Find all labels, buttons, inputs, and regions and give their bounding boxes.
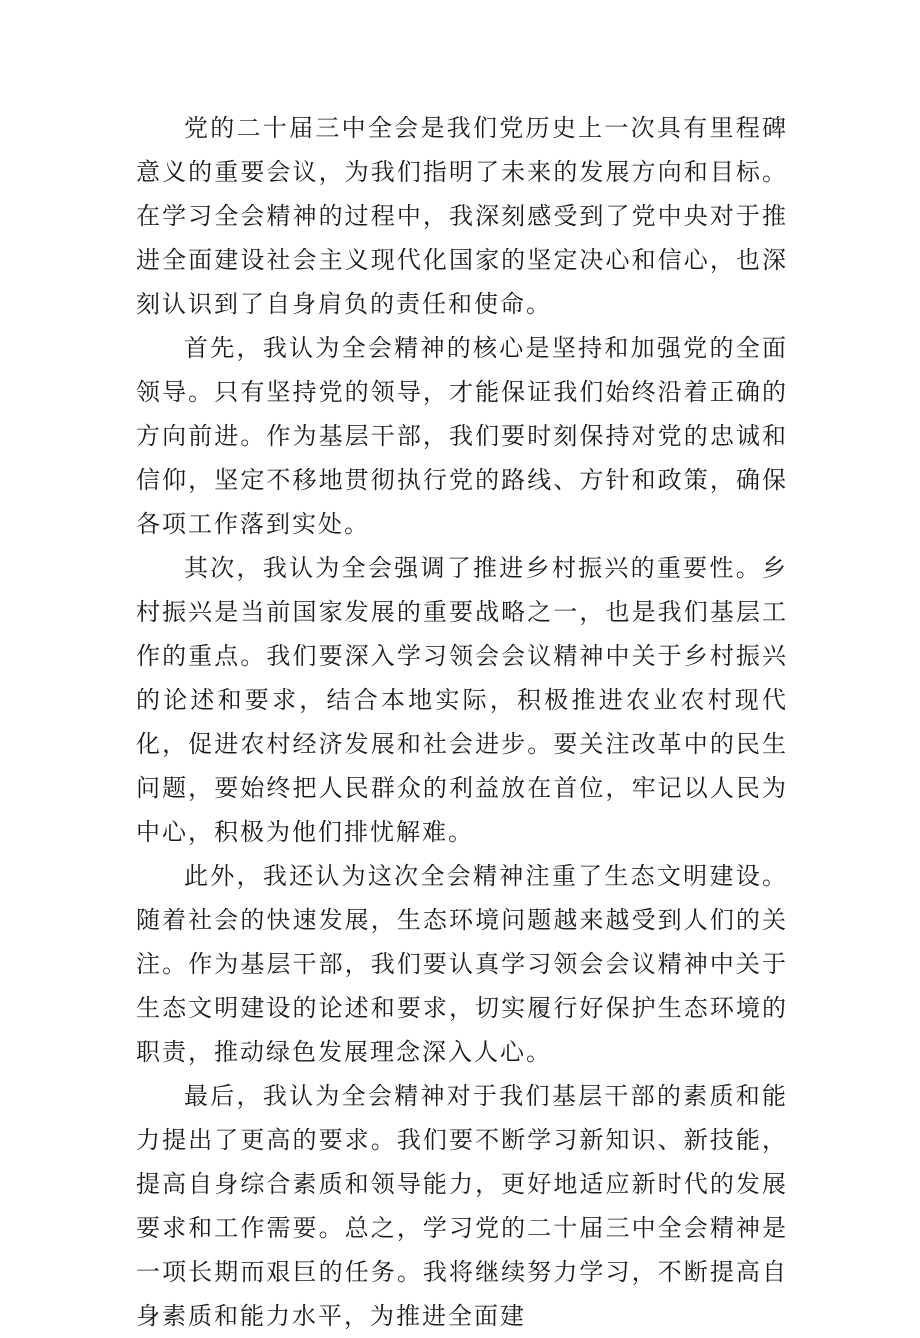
document-body [136,106,788,1338]
paragraph-intro: 党的二十届三中全会是我们党历史上一次具有里程碑意义的重要会议，为我们指明了未来的发展方向和目标。在学习全会精神的过程中，我深刻感受到了党中央对于推进全面建设社会主义现代化国家的坚定决心和信心，也深刻认识到了自身肩负的责任和使命。 [136,114,788,318]
paragraph-first-point: 首先，我认为全会精神的核心是坚持和加强党的全面领导。只有坚持党的领导，才能保证我们始终沿着正确的方向前进。作为基层干部，我们要时刻保持对党的忠诚和信仰，坚定不移地贯彻执行党的路线、方针和政策，确保各项工作落到实处。 [136,334,788,538]
paragraph-third-point: 此外，我还认为这次全会精神注重了生态文明建设。随着社会的快速发展，生态环境问题越来越受到人们的关注。作为基层干部，我们要认真学习领会会议精神中关于生态文明建设的论述和要求，切实履行好保护生态环境的职责，推动绿色发展理念深入人心。 [136,862,788,1066]
paragraph-second-point: 其次，我认为全会强调了推进乡村振兴的重要性。乡村振兴是当前国家发展的重要战略之一，也是我们基层工作的重点。我们要深入学习领会会议精神中关于乡村振兴的论述和要求，结合本地实际，积极推进农业农村现代化，促进农村经济发展和社会进步。要关注改革中的民生问题，要始终把人民群众的利益放在首位，牢记以人民为中心，积极为他们排忧解难。 [136,554,788,846]
paragraph-final-point: 最后，我认为全会精神对于我们基层干部的素质和能力提出了更高的要求。我们要不断学习新知识、新技能，提高自身综合素质和领导能力，更好地适应新时代的发展要求和工作需要。总之，学习党的二十届三中全会精神是一项长期而艰巨的任务。我将继续努力学习，不断提高自身素质和能力水平，为推进全面建 [136,1082,788,1330]
